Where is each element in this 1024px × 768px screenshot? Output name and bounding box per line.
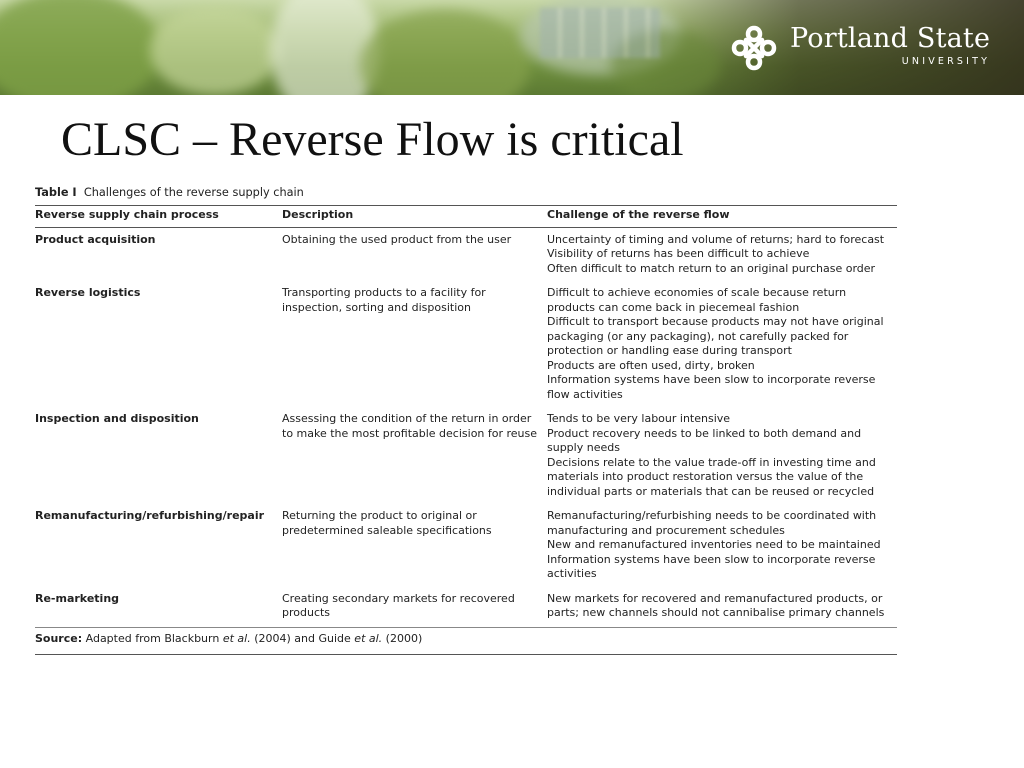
challenge-line: New and remanufactured inventories need to be maintained [547,538,881,551]
source-text: (2004) and Guide [254,631,351,645]
process-cell: Reverse logistics [35,286,141,299]
header-banner [0,0,1024,95]
challenge-line: Information systems have been slow to incorporate reverse flow activities [547,373,876,401]
foliage-blur [360,10,530,95]
challenges-table-figure [35,185,897,655]
process-cell: Re-marketing [35,591,120,605]
table-row [35,407,897,504]
source-etal: et al. [222,631,251,645]
challenge-line: Often difficult to match return to an original purchase order [547,261,876,275]
challenge-line: Uncertainty of timing and volume of returns; hard to forecast [547,232,885,246]
description-cell: Obtaining the used product from the user [282,232,512,246]
foliage-blur [150,5,280,95]
table-caption [35,185,897,201]
source-label: Source: [35,631,83,645]
table-row [35,504,897,587]
table-source-note [35,627,897,655]
process-cell: Remanufacturing/refurbishing/repair [35,509,265,522]
logo-subtitle: UNIVERSITY [901,56,991,67]
challenge-cell [547,281,897,407]
foliage-blur [0,0,160,95]
logo-name: Portland State [790,23,991,54]
column-header-process: Reverse supply chain process [35,206,282,228]
description-cell: Returning the product to original or predetermined saleable specifications [282,509,492,537]
challenge-cell [547,504,897,587]
challenge-line: Difficult to transport because products may not have original packaging (or any packaging), not carefully packed for protection or handling ease during transport [547,315,884,357]
source-text: (2000) [385,631,423,645]
challenge-line: Tends to be very labour intensive [547,412,731,425]
description-cell: Transporting products to a facility for inspection, sorting and disposition [282,286,486,314]
challenge-line: Difficult to achieve economies of scale because return products can come back in piecemeal fashion [547,286,847,314]
caption-label: Table I [35,186,77,199]
caption-text: Challenges of the reverse supply chain [83,186,304,199]
description-cell: Assessing the condition of the return in order to make the most profitable decision for reuse [282,412,538,440]
challenge-line: Products are often used, dirty, broken [547,358,755,372]
source-etal: et al. [354,631,383,645]
process-cell: Inspection and disposition [35,412,199,425]
challenge-line: Visibility of returns has been difficult to achieve [547,247,810,260]
table-row [35,227,897,281]
table-row [35,281,897,407]
building-blur [540,8,660,58]
challenge-line: Remanufacturing/refurbishing needs to be coordinated with manufacturing and procurement schedules [547,509,877,537]
table-row [35,587,897,627]
column-header-description: Description [282,206,547,228]
challenge-cell [547,587,897,627]
challenge-line: Product recovery needs to be linked to both demand and supply needs [547,426,862,454]
challenge-line: New markets for recovered and remanufactured products, or parts; new channels should not cannibalise primary channels [547,591,885,619]
process-cell: Product acquisition [35,232,156,246]
challenges-table [35,205,897,627]
challenge-line: Decisions relate to the value trade-off in investing time and materials into product restoration versus the value of the individual parts or materials that can be reused or recycled [547,455,876,498]
column-header-challenge: Challenge of the reverse flow [547,206,897,228]
slide-title: CLSC – Reverse Flow is critical [61,113,684,166]
challenge-cell [547,407,897,504]
challenge-cell [547,227,897,281]
psu-logo-icon [728,22,780,74]
description-cell: Creating secondary markets for recovered products [282,591,515,619]
source-text: Adapted from Blackburn [85,631,220,645]
psu-wordmark [790,24,990,67]
challenge-line: Information systems have been slow to incorporate reverse activities [547,552,876,580]
table-header-row [35,206,897,228]
